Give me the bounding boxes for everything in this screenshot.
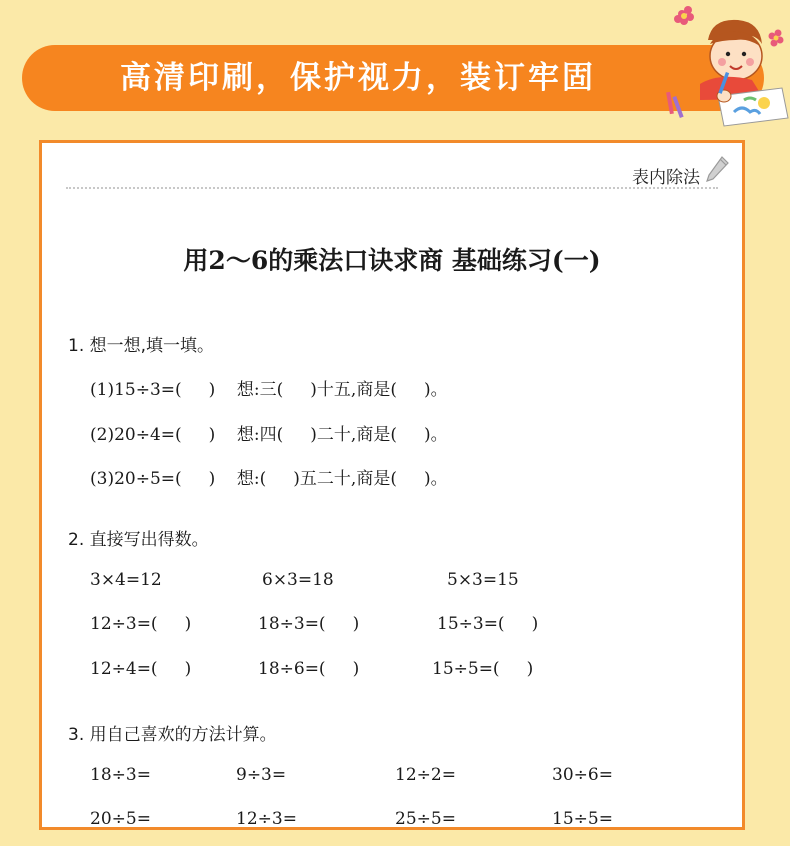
question-1-line-2: (2)20÷4=( ) 想:四( )二十,商是( )。	[90, 425, 448, 445]
question-3-cell: 25÷5=	[395, 809, 456, 829]
pencil-icon	[704, 155, 730, 185]
banner-text: 高清印刷，保护视力，装订牢固	[120, 60, 596, 96]
question-1-line-1: (1)15÷3=( ) 想:三( )十五,商是( )。	[90, 380, 448, 400]
banner	[22, 45, 764, 111]
question-2-heading: 2. 直接写出得数。	[68, 530, 209, 550]
question-2-cell: 12÷4=( )	[90, 659, 192, 679]
page-title: 用2～6的乘法口诀求商 基础练习(一)	[183, 246, 601, 275]
question-1-heading: 1. 想一想,填一填。	[68, 336, 215, 356]
drawing-kid-illustration	[660, 0, 790, 128]
question-2-cell: 18÷3=( )	[258, 614, 360, 634]
question-3-cell: 30÷6=	[552, 765, 613, 785]
question-3-cell: 12÷3=	[236, 809, 297, 829]
question-2-cell: 12÷3=( )	[90, 614, 192, 634]
question-2-cell: 3×4=12	[90, 570, 162, 590]
question-3-cell: 18÷3=	[90, 765, 151, 785]
question-2-cell: 5×3=15	[447, 570, 519, 590]
question-3-cell: 12÷2=	[395, 765, 456, 785]
question-3-cell: 15÷5=	[552, 809, 613, 829]
question-3-heading: 3. 用自己喜欢的方法计算。	[68, 725, 277, 745]
question-2-cell: 15÷5=( )	[432, 659, 534, 679]
question-2-cell: 6×3=18	[262, 570, 334, 590]
question-1-line-3: (3)20÷5=( ) 想:( )五二十,商是( )。	[90, 469, 448, 489]
question-3-cell: 9÷3=	[236, 765, 287, 785]
question-3-cell: 20÷5=	[90, 809, 151, 829]
section-tag: 表内除法	[632, 168, 700, 188]
question-2-cell: 15÷3=( )	[437, 614, 539, 634]
worksheet	[39, 140, 745, 830]
question-2-cell: 18÷6=( )	[258, 659, 360, 679]
dotted-divider	[66, 187, 718, 189]
